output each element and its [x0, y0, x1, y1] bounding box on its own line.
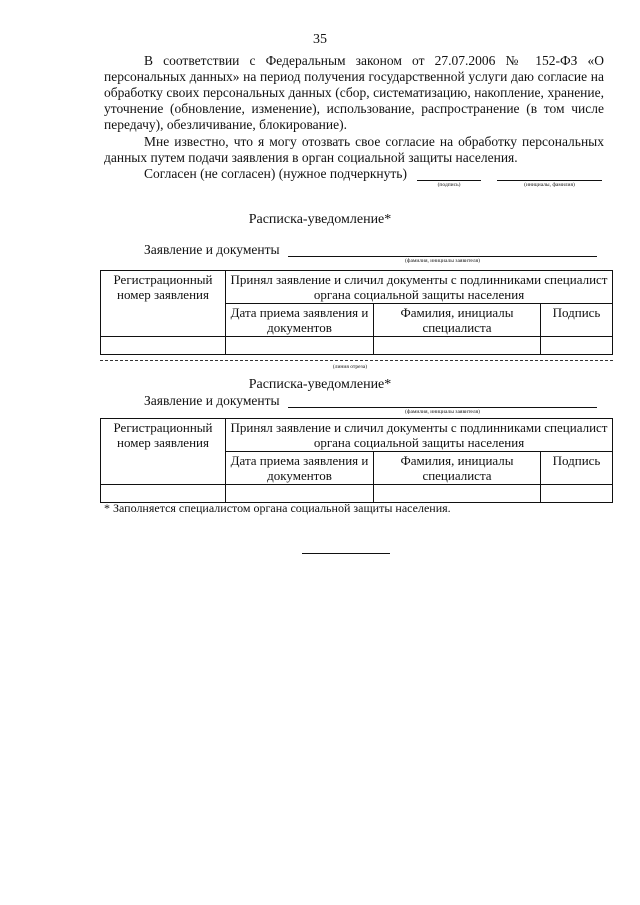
signature-header: Подпись: [541, 452, 613, 485]
reg-number-cell[interactable]: [101, 337, 226, 355]
reg-number-header: Регистрационный номер заявления: [101, 419, 226, 485]
signature-caption: (подпись): [437, 182, 461, 188]
withdrawal-paragraph-text: Мне известно, что я могу отозвать свое согласие на обработку персональных данных путем подачи заявления в орган социальной защиты населения.: [104, 134, 604, 165]
reg-number-cell[interactable]: [101, 485, 226, 503]
signature-cell[interactable]: [541, 485, 613, 503]
cut-line-caption: (линия отреза): [332, 364, 368, 370]
statement-label: Заявление и документы: [144, 242, 280, 257]
date-header: Дата приема заявления и документов: [226, 452, 374, 485]
receipt-table: [100, 418, 613, 503]
statement-label: Заявление и документы: [144, 393, 280, 408]
consent-paragraph-text: В соответствии с Федеральным законом от 27.07.2006 № 152-ФЗ «О персональных данных» на период получения государственной услуги даю согласие на обработку своих персональных данных (сбор, систематизацию, накопление, хранение, уточнение (обновление, изменение), использование, распространение (в том числе передачу), обезличивание, блокирование).: [104, 53, 604, 132]
cut-line: [100, 360, 613, 361]
end-rule: [302, 553, 390, 554]
applicant-caption: (фамилия, инициалы заявителя): [405, 258, 480, 264]
withdrawal-paragraph: [104, 134, 604, 166]
signature-header: Подпись: [541, 304, 613, 337]
date-header: Дата приема заявления и документов: [226, 304, 374, 337]
footnote: * Заполняется специалистом органа социальной защиты населения.: [104, 501, 451, 515]
accepted-by-header: Принял заявление и сличил документы с подлинниками специалист органа социальной защиты населения: [226, 271, 613, 304]
accepted-by-header: Принял заявление и сличил документы с подлинниками специалист органа социальной защиты населения: [226, 419, 613, 452]
consent-paragraph: [104, 53, 604, 133]
receipt-table: [100, 270, 613, 355]
specialist-name-cell[interactable]: [374, 337, 541, 355]
signature-field[interactable]: [417, 167, 481, 181]
receipt-title: Расписка-уведомление*: [248, 377, 392, 392]
applicant-caption: (фамилия, инициалы заявителя): [405, 409, 480, 415]
applicant-name-field[interactable]: [288, 243, 597, 257]
initials-field[interactable]: [497, 167, 602, 181]
applicant-name-field[interactable]: [288, 394, 597, 408]
consent-line: Согласен (не согласен) (нужное подчеркнуть): [144, 166, 407, 181]
initials-caption: (инициалы, фамилия): [524, 182, 575, 188]
specialist-name-header: Фамилия, инициалы специалиста: [374, 304, 541, 337]
signature-cell[interactable]: [541, 337, 613, 355]
date-cell[interactable]: [226, 485, 374, 503]
date-cell[interactable]: [226, 337, 374, 355]
page-number: 35: [313, 32, 327, 47]
receipt-title: Расписка-уведомление*: [248, 212, 392, 227]
reg-number-header: Регистрационный номер заявления: [101, 271, 226, 337]
specialist-name-header: Фамилия, инициалы специалиста: [374, 452, 541, 485]
specialist-name-cell[interactable]: [374, 485, 541, 503]
